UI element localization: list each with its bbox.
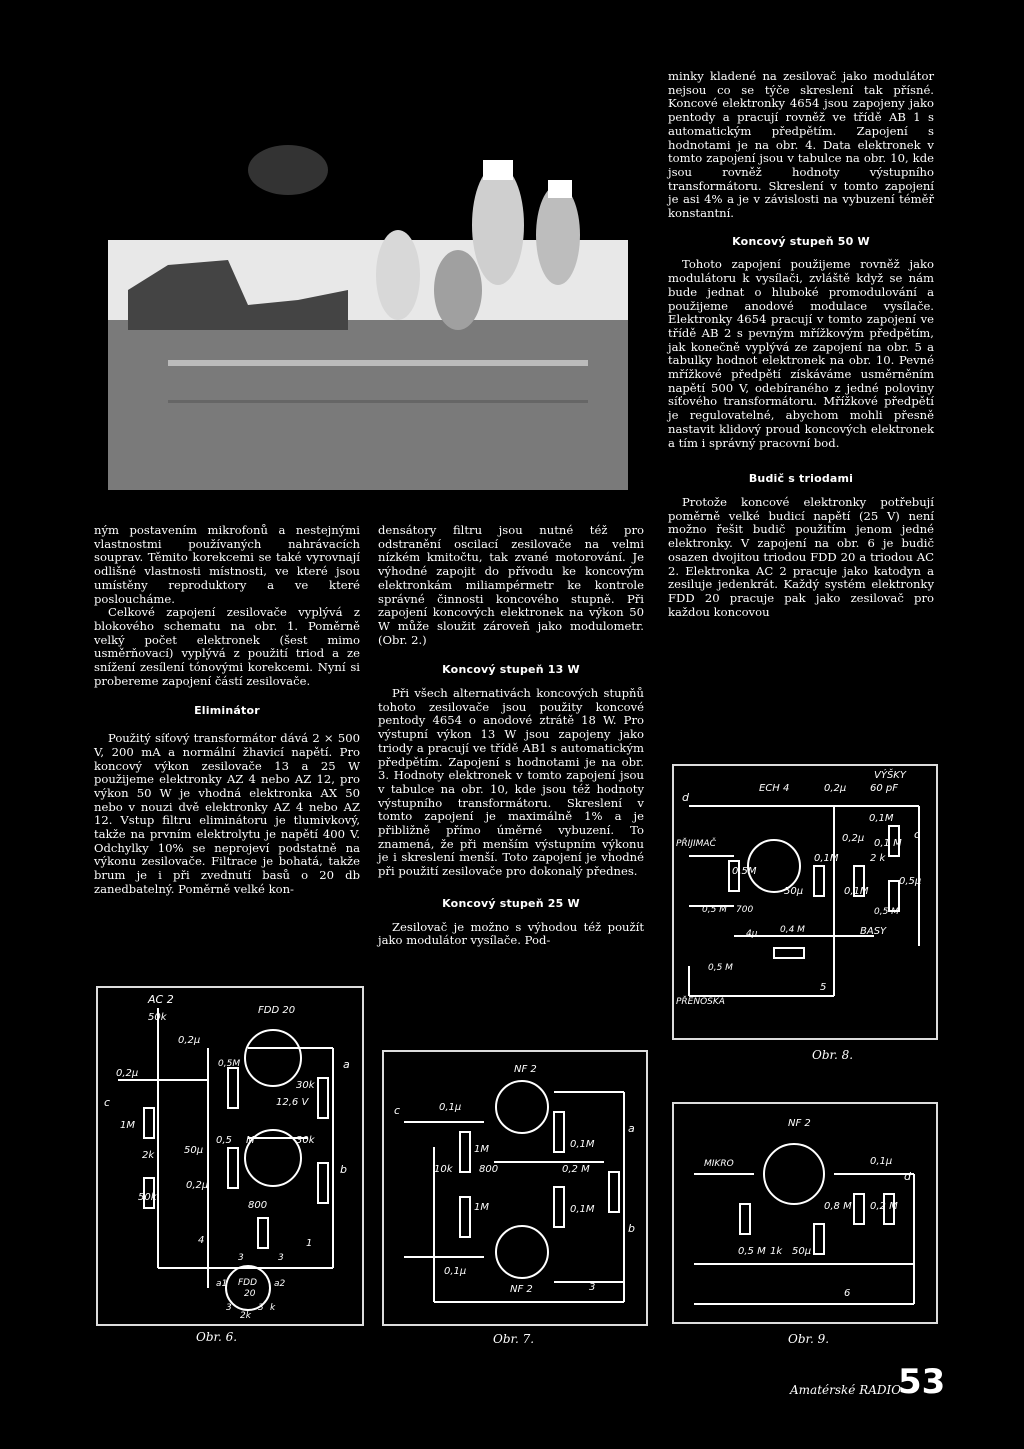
- fig9-label: 0,8 M: [824, 1201, 852, 1212]
- fig8-label: c: [914, 828, 921, 841]
- fig6-label: 1M: [120, 1120, 135, 1131]
- photo-graphic: [88, 60, 668, 500]
- fig7-label: 1M: [474, 1202, 489, 1213]
- paragraph: ným postavením mikrofonů a nestejnými vlastnostmi používaných nahrávacích souprav. Těmito korekcemi se také vyrovnají odlišné vlastnosti místnosti, ve které jsou umístěny reproduktory a ve které posloucháme.: [94, 523, 360, 606]
- fig8-label: 0,1M: [814, 853, 839, 864]
- fig6-label: 0,2µ: [178, 1035, 201, 1046]
- fig8-label: 60 pF: [870, 783, 899, 794]
- fig9-label: 0,1µ: [870, 1156, 893, 1167]
- fig6-label: 4: [198, 1235, 205, 1246]
- fig9-label: 1k: [770, 1246, 783, 1257]
- fig6-label: FDD 20: [258, 1005, 296, 1016]
- fig6-label: a2: [274, 1279, 286, 1289]
- fig8-label: 0,2µ: [824, 783, 847, 794]
- fig9-caption: Obr. 9.: [788, 1332, 830, 1346]
- fig8-label: 50µ: [784, 886, 804, 897]
- fig6-caption: Obr. 6.: [196, 1330, 238, 1344]
- paragraph: Při všech alternativách koncových stupňů tohoto zesilovače jsou použity koncové pentody 4654 o anodové ztrátě 18 W. Pro výstupní výkon 13 W jsou zapojeny jako triody a pracují ve třídě AB1 s automatickým předpětím. Zapojení s hodnotami je na obr. 3. Hodnoty elektronek v tomto zapojení jsou v tabulce na obr. 10, kde jsou též hodnoty výstupního transformátoru. Skreslení v tomto zapojení je maximálně 1% a je přibližně přímo úměrné vybuzení. To znamená, že při menším výstupním výkonu je i skreslení menší. Toto zapojení je vhodné při použití zesilovače pro dokonalý přednes.: [378, 686, 644, 879]
- fig8-drawing: [674, 766, 936, 1038]
- fig6-label: 3: [238, 1253, 244, 1263]
- fig8-label: 0,5 M: [874, 907, 899, 917]
- fig8-label: 0,5 M: [708, 963, 733, 973]
- fig6-label: 20: [244, 1289, 256, 1299]
- fig6-drawing: [98, 988, 362, 1324]
- fig8-label: 0,4 M: [780, 925, 805, 935]
- schematic-fig6: [96, 986, 364, 1326]
- paragraph: Tohoto zapojení použijeme rovněž jako modulátoru k vysílači, zvláště když se nám bude jednat o hluboké promodulování a použijeme anodové modulace vysílače. Elektronky 4654 pracují v tomto zapojení ve třídě AB 2 s pevným mřížkovým předpětím, jak konečně vyplývá ze zapojení na obr. 5 a tabulky hodnot elektronek na obr. 10. Pevné mřížkové předpětí získáváme usměrněním napětí 500 V, odebíraného z jedné poloviny síťového transformátoru. Mřížkové předpětí je regulovatelné, abychom mohli přesně nastavit klidový proud koncových elektronek a tím i správný pracovní bod.: [668, 257, 934, 450]
- fig7-label: b: [628, 1222, 635, 1235]
- fig8-label: 2 k: [870, 853, 886, 864]
- fig8-label: 0,1 M: [874, 838, 902, 849]
- text-column-left: [94, 524, 360, 897]
- fig8-label: d: [682, 791, 689, 804]
- fig7-label: NF 2: [510, 1284, 533, 1295]
- fig6-label: 2k: [142, 1150, 155, 1161]
- fig8-label: PŘENOSKA: [676, 997, 725, 1007]
- fig6-label: 50k: [138, 1192, 157, 1203]
- fig7-label: c: [394, 1104, 401, 1117]
- fig7-label: 0,2 M: [562, 1164, 590, 1175]
- fig6-label: FDD: [238, 1278, 258, 1288]
- fig9-label: 0,2 M: [870, 1201, 898, 1212]
- fig7-label: 0,1µ: [444, 1266, 467, 1277]
- fig8-label: 0,5 M: [702, 905, 727, 915]
- fig6-label: c: [104, 1096, 111, 1109]
- fig8-caption: Obr. 8.: [812, 1048, 854, 1062]
- fig9-label: 0,5 M: [738, 1246, 766, 1257]
- section-heading: Eliminátor: [194, 704, 260, 718]
- fig7-label: 1M: [474, 1144, 489, 1155]
- fig8-label: VÝŠKY: [874, 770, 906, 781]
- fig6-label: 0,2µ: [186, 1180, 209, 1191]
- fig7-label: 0,1M: [570, 1204, 595, 1215]
- fig8-label: 0,5M: [732, 866, 757, 877]
- section-heading: Budič s triodami: [748, 472, 854, 486]
- fig9-label: NF 2: [788, 1118, 811, 1129]
- fig7-label: 10k: [434, 1164, 453, 1175]
- schematic-fig9: [672, 1102, 938, 1324]
- fig8-label: 700: [736, 905, 754, 915]
- text-column-right: [668, 70, 934, 619]
- fig8-label: 5: [820, 982, 827, 993]
- fig6-label: 3: [278, 1253, 284, 1263]
- fig9-label: 6: [844, 1288, 851, 1299]
- fig6-label: 50µ: [184, 1145, 204, 1156]
- fig6-label: 0,5: [216, 1135, 232, 1146]
- fig6-label: 3: [226, 1303, 232, 1313]
- fig8-label: 0,2µ: [842, 833, 865, 844]
- fig9-label: MIKRO: [704, 1159, 734, 1169]
- fig7-label: 0,1µ: [439, 1102, 462, 1113]
- fig6-label: 800: [248, 1200, 268, 1211]
- schematic-fig7: [382, 1050, 648, 1326]
- section-heading: Koncový stupeň 50 W: [732, 234, 870, 248]
- fig9-label: 50µ: [792, 1246, 812, 1257]
- fig8-label: BASY: [860, 926, 887, 937]
- fig8-label: 0,5µ: [899, 876, 922, 887]
- fig8-label: 4µ: [746, 929, 758, 939]
- magazine-name: Amatérské RADIO: [790, 1383, 902, 1397]
- fig7-label: a: [628, 1122, 635, 1135]
- fig6-label: a: [343, 1058, 350, 1071]
- fig6-label: AC 2: [148, 993, 174, 1006]
- fig7-drawing: [384, 1052, 646, 1324]
- paragraph: Použitý síťový transformátor dává 2 × 500 V, 200 mA a normální žhavicí napětí. Pro koncový výkon zesilovače 13 a 25 W použijeme elektronky AZ 4 nebo AZ 12, pro výkon 50 W je vhodná elektronka AX 50 nebo v nouzi dvě elektronky AZ 4 nebo AZ 12. Vstup filtru eliminátoru je tlumivkový, takže na prvním elektrolytu je napětí 400 V. Odchylky 10% se neprojeví podstatně na výkonu zesilovače. Filtrace je bohatá, takže brum je i při zvednutí basů o 20 db zanedbatelný. Poměrně velké kon-: [94, 731, 360, 896]
- fig6-label: 0,5M: [218, 1059, 241, 1069]
- schematic-fig8: [672, 764, 938, 1040]
- section-heading: Koncový stupeň 25 W: [442, 896, 580, 910]
- paragraph: densátory filtru jsou nutné též pro odstranění oscilací zesilovače na velmi nízkém kmitočtu, tak zvané motorování. Je výhodné zapojit do přívodu ke koncovým elektronkám miliampérmetr ke kontrole správné činnosti koncového stupně. Při zapojení koncových elektronek na výkon 50 W může sloužit zároveň jako modulometr. (Obr. 2.): [378, 523, 644, 647]
- paragraph: Celkové zapojení zesilovače vyplývá z blokového schematu na obr. 1. Poměrně velký počet elektronek (šest mimo usměrňovací) vyplývá z použití triod a ze snížení zesílení tónovými korekcemi. Nyní si probereme zapojení částí zesilovače.: [94, 605, 360, 688]
- fig6-label: a1: [216, 1279, 228, 1289]
- fig6-label: b: [340, 1163, 347, 1176]
- fig6-label: M: [246, 1135, 255, 1146]
- fig7-caption: Obr. 7.: [493, 1332, 535, 1346]
- fig9-label: d: [904, 1170, 911, 1183]
- page-number: 53: [898, 1362, 946, 1402]
- fig6-label: 2k: [240, 1311, 251, 1321]
- fig7-label: 0,1M: [570, 1139, 595, 1150]
- fig8-label: ECH 4: [759, 783, 790, 794]
- fig8-label: 0,1M: [869, 813, 894, 824]
- fig6-label: k: [270, 1303, 276, 1313]
- paragraph: Protože koncové elektronky potřebují poměrně velké budicí napětí (25 V) není možno řešit budič použitím jenom jedné elektronky. V zapojení na obr. 6 je budič osazen dvojitou triodou FDD 20 a triodou AC 2. Elektronka AC 2 pracuje jako katodyn a zesiluje jedenkrát. Každý systém elektronky FDD 20 pracuje pak jako zesilovač pro každou koncovou: [668, 494, 934, 619]
- fig6-label: 50k: [148, 1012, 167, 1023]
- fig9-drawing: [674, 1104, 936, 1322]
- paragraph: minky kladené na zesilovač jako modulátor nejsou co se týče skreslení tak přísné. Koncové elektronky 4654 jsou zapojeny jako pentody a pracují rovněž ve třídě AB 1 s automatickým předpětím. Zapojení s hodnotami je na obr. 4. Data elektronek v tomto zapojení jsou v tabulce na obr. 10, kde jsou rovněž hodnoty výstupního transformátoru. Skreslení v tomto zapojení je asi 4% a je v závislosti na vybuzení téměř konstantní.: [668, 69, 934, 221]
- fig6-label: 0,2µ: [116, 1068, 139, 1079]
- fig7-label: 3: [589, 1282, 596, 1293]
- text-column-middle: [378, 524, 644, 948]
- fig6-label: 12,6 V: [276, 1097, 309, 1108]
- fig8-label: PŘIJIMAČ: [676, 839, 716, 849]
- fig6-label: 3: [258, 1303, 264, 1313]
- fig7-label: 800: [479, 1164, 499, 1175]
- paragraph: Zesilovač je možno s výhodou též použít jako modulátor vysílače. Pod-: [378, 919, 644, 948]
- fig6-label: 30k: [296, 1135, 315, 1146]
- fig6-label: 1: [306, 1238, 313, 1249]
- fig6-label: 30k: [296, 1080, 315, 1091]
- fig7-label: NF 2: [514, 1064, 537, 1075]
- fig8-label: 0,1M: [844, 886, 869, 897]
- section-heading: Koncový stupeň 13 W: [442, 663, 580, 677]
- amplifier-photo: [88, 60, 668, 500]
